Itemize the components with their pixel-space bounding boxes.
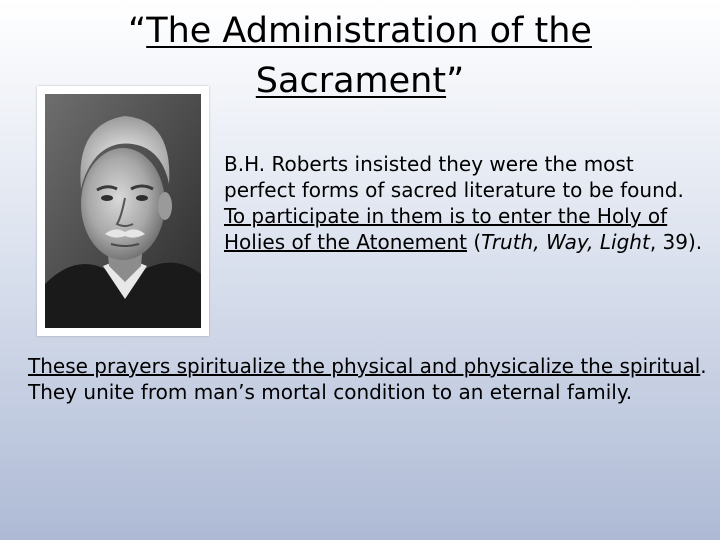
title-line-2: Sacrament [255,61,447,101]
citation-title: Truth, Way, Light [481,230,650,254]
portrait-photo-icon [45,94,201,328]
paragraph2-rest: . They unite from man’s mortal condition to an eternal family. [28,354,707,404]
title-line-1: The Administration of the [146,11,592,51]
citation-open: ( [473,230,482,254]
title-close-quote: ” [446,61,465,101]
prayers-paragraph [28,353,708,405]
citation-page: , 39). [649,230,703,254]
portrait-photo [37,86,209,336]
paragraph1-intro: B.H. Roberts insisted they were the most perfect forms of sacred literature to be found. [224,152,684,202]
title-open-quote: “ [128,11,147,51]
roberts-quote-paragraph [224,151,704,255]
paragraph1-underlined: To participate in them is to enter the Holy of Holies of the Atonement [224,204,668,254]
paragraph2-underlined: These prayers spiritualize the physical and physicalize the spiritual [28,354,701,378]
